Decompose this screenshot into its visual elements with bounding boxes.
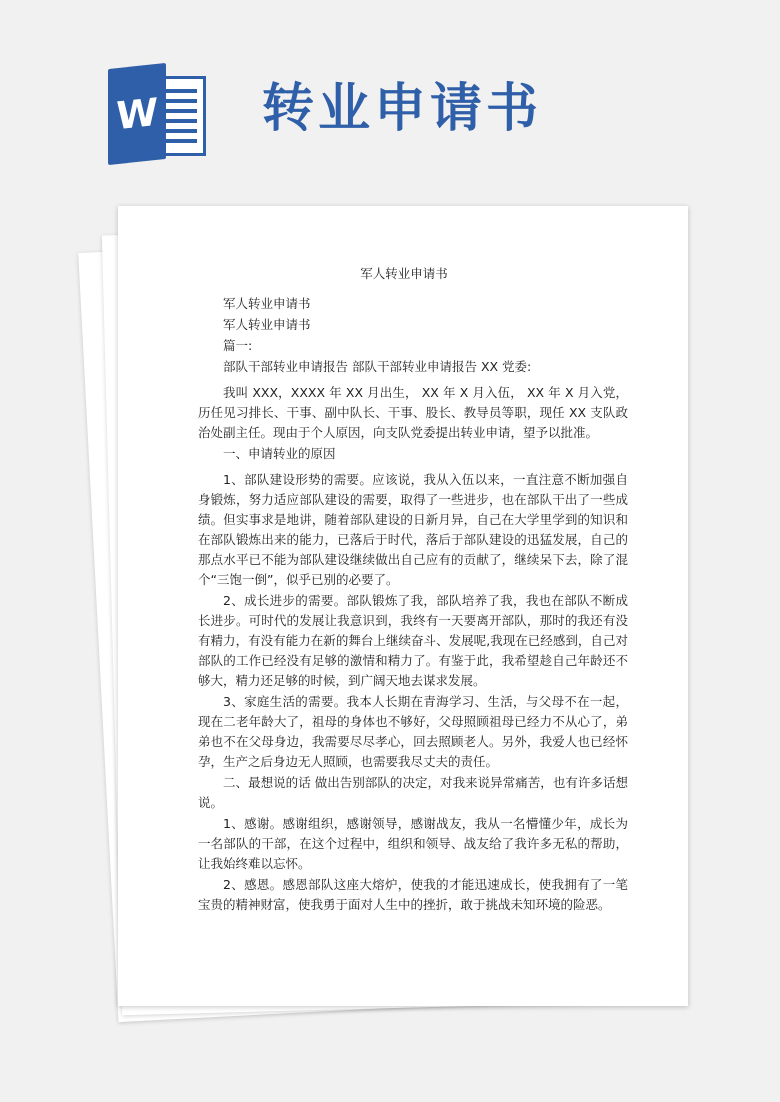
document-paragraph: 2、成长进步的需要。部队锻炼了我，部队培养了我，我也在部队不断成长进步。可时代的发展让我意识到，我终有一天要离开部队，那时的我还有没有精力，有没有能力在新的舞台上继续奋斗、发展呢,我现在已经感到，自己对部队的工作已经没有足够的激情和精力了。有鉴于此，我希望趁自己年龄还不够大，精力还足够的时候，到广阔天地去谋求发展。 bbox=[198, 593, 628, 688]
page-header bbox=[0, 0, 780, 190]
word-document-icon bbox=[108, 66, 208, 162]
document-line: 军人转业申请书 bbox=[223, 296, 311, 311]
document-paragraph: 1、部队建设形势的需要。应该说，我从入伍以来，一直注意不断加强自身锻炼，努力适应部队建设的需要，取得了一些进步，也在部队干出了一些成绩。但实事求是地讲，随着部队建设的日新月异，自己在大学里学到的知识和在部队锻炼出来的能力，已落后于时代，落后于部队建设的迅猛发展，自己的那点水平已不能为部队建设继续做出自己应有的贡献了，继续呆下去，除了混个“三饱一倒”，似乎已别的必要了。 bbox=[198, 472, 628, 587]
document-line: 篇一: bbox=[223, 338, 253, 353]
document-paragraph: 我叫 XXX，XXXX 年 XX 月出生， XX 年 X 月入伍， XX 年 X 月入党，历任见习排长、干事、副中队长、干事、股长、教导员等职，现任 XX 支队政治处副主任。现由于个人原因，向支队党委提出转业申请，望予以批准。 bbox=[198, 385, 628, 440]
page-title: 转业申请书 bbox=[262, 78, 543, 139]
document-line: 军人转业申请书 bbox=[223, 317, 311, 332]
word-badge: W bbox=[108, 63, 166, 165]
document-paragraph: 2、感恩。感恩部队这座大熔炉，使我的才能迅速成长，使我拥有了一笔宝贵的精神财富，使我勇于面对人生中的挫折，敢于挑战未知环境的险恶。 bbox=[198, 877, 628, 912]
section-heading: 一、申请转业的原因 bbox=[223, 446, 336, 461]
document-paragraph: 1、感谢。感谢组织，感谢领导，感谢战友，我从一名懵懂少年，成长为一名部队的干部，在这个过程中，组织和领导、战友给了我许多无私的帮助，让我始终难以忘怀。 bbox=[198, 816, 628, 871]
section-heading: 二、最想说的话 做出告别部队的决定，对我来说异常痛苦，也有许多话想说。 bbox=[198, 775, 628, 810]
document-page bbox=[118, 206, 688, 1006]
document-title: 军人转业申请书 bbox=[360, 266, 448, 281]
document-paragraph: 3、家庭生活的需要。我本人长期在青海学习、生活，与父母不在一起，现在二老年龄大了，祖母的身体也不够好，父母照顾祖母已经力不从心了，弟弟也不在父母身边，我需要尽尽孝心，回去照顾老人。另外，我爱人也已经怀孕，生产之后身边无人照顾，也需要我尽丈夫的责任。 bbox=[198, 694, 628, 769]
document-line: 部队干部转业申请报告 部队干部转业申请报告 XX 党委: bbox=[223, 359, 532, 374]
